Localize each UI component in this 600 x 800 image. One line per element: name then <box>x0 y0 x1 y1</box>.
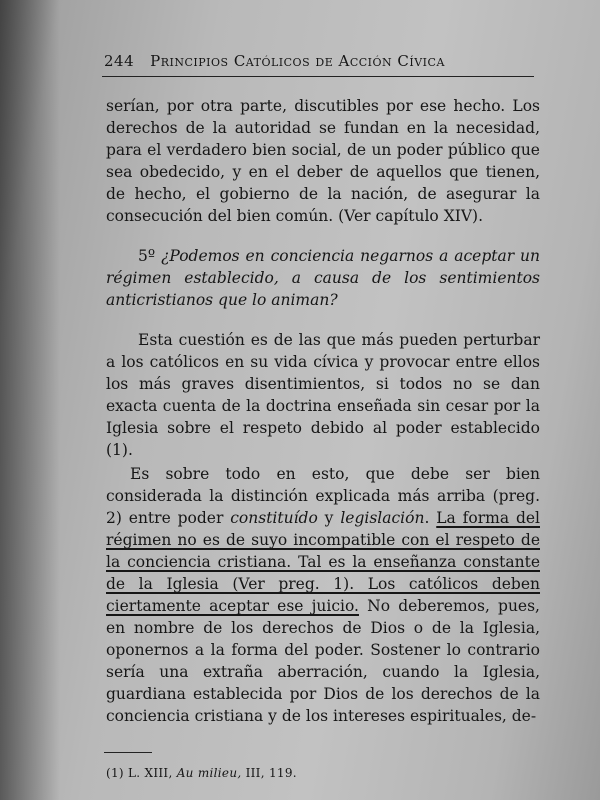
footnote-marker: (1) L. XIII, <box>106 766 173 780</box>
body-text <box>106 95 540 727</box>
footnote-rule <box>104 752 152 753</box>
page-number: 244 <box>104 52 135 70</box>
page-header <box>104 52 534 70</box>
question-text: ¿Podemos en conciencia negarnos a aceptar un régimen establecido, a causa de los sentimientos anticristianos que lo animan? <box>106 247 540 309</box>
running-title: Principios Católicos de Acción Cívica <box>150 52 445 70</box>
paragraph-rest: No deberemos, pues, en nombre de los derechos de Dios o de la Iglesia, oponernos a la forma del poder. Sostener lo contrario sería una extraña aberración, cuando la Iglesia, guardiana establecida por Dios de los derechos de la conciencia cristiana y de los intereses espirituales, de- <box>106 597 540 725</box>
paragraph-part: Es sobre todo en esto, que debe ser bien considerada la distinción explicada más arriba (preg. 2) entre poder <box>106 465 540 527</box>
paragraph-connector: y <box>317 509 341 527</box>
page-gutter-shadow <box>0 0 60 800</box>
italic-term-legislacion: legislación <box>340 509 425 527</box>
paragraph-distinction <box>106 463 540 727</box>
paragraph-period: . <box>424 509 437 527</box>
footnote-source: Au milieu, <box>176 766 242 780</box>
header-rule <box>102 76 534 77</box>
footnote <box>106 766 297 780</box>
underlined-passage: La forma del régimen no es de suyo incompatible con el respeto de la conciencia cristiana. Tal es la enseñanza constante de la Iglesia (Ver preg. 1). Los católicos deben ciertamente aceptar ese juicio. <box>106 509 540 615</box>
question-heading <box>106 245 540 311</box>
paragraph-answer: Esta cuestión es de las que más pueden perturbar a los católicos en su vida cívica y provocar entre ellos los más graves disentimientos, si todos no se dan exacta cuenta de la doctrina enseñada sin cesar por la Iglesia sobre el respeto debido al poder establecido (1). <box>106 331 540 459</box>
paragraph-continued: serían, por otra parte, discutibles por ese hecho. Los derechos de la autoridad se fundan en la necesidad, para el verdadero bien social, de un poder público que sea obedecido, y en el deber de aquellos que tienen, de hecho, el gobierno de la nación, de asegurar la consecución del bien común. (Ver capítulo XIV). <box>106 97 540 225</box>
italic-term-constituido: constituído <box>230 509 318 527</box>
question-number: 5º <box>138 247 156 265</box>
footnote-ref: III, 119. <box>245 766 297 780</box>
